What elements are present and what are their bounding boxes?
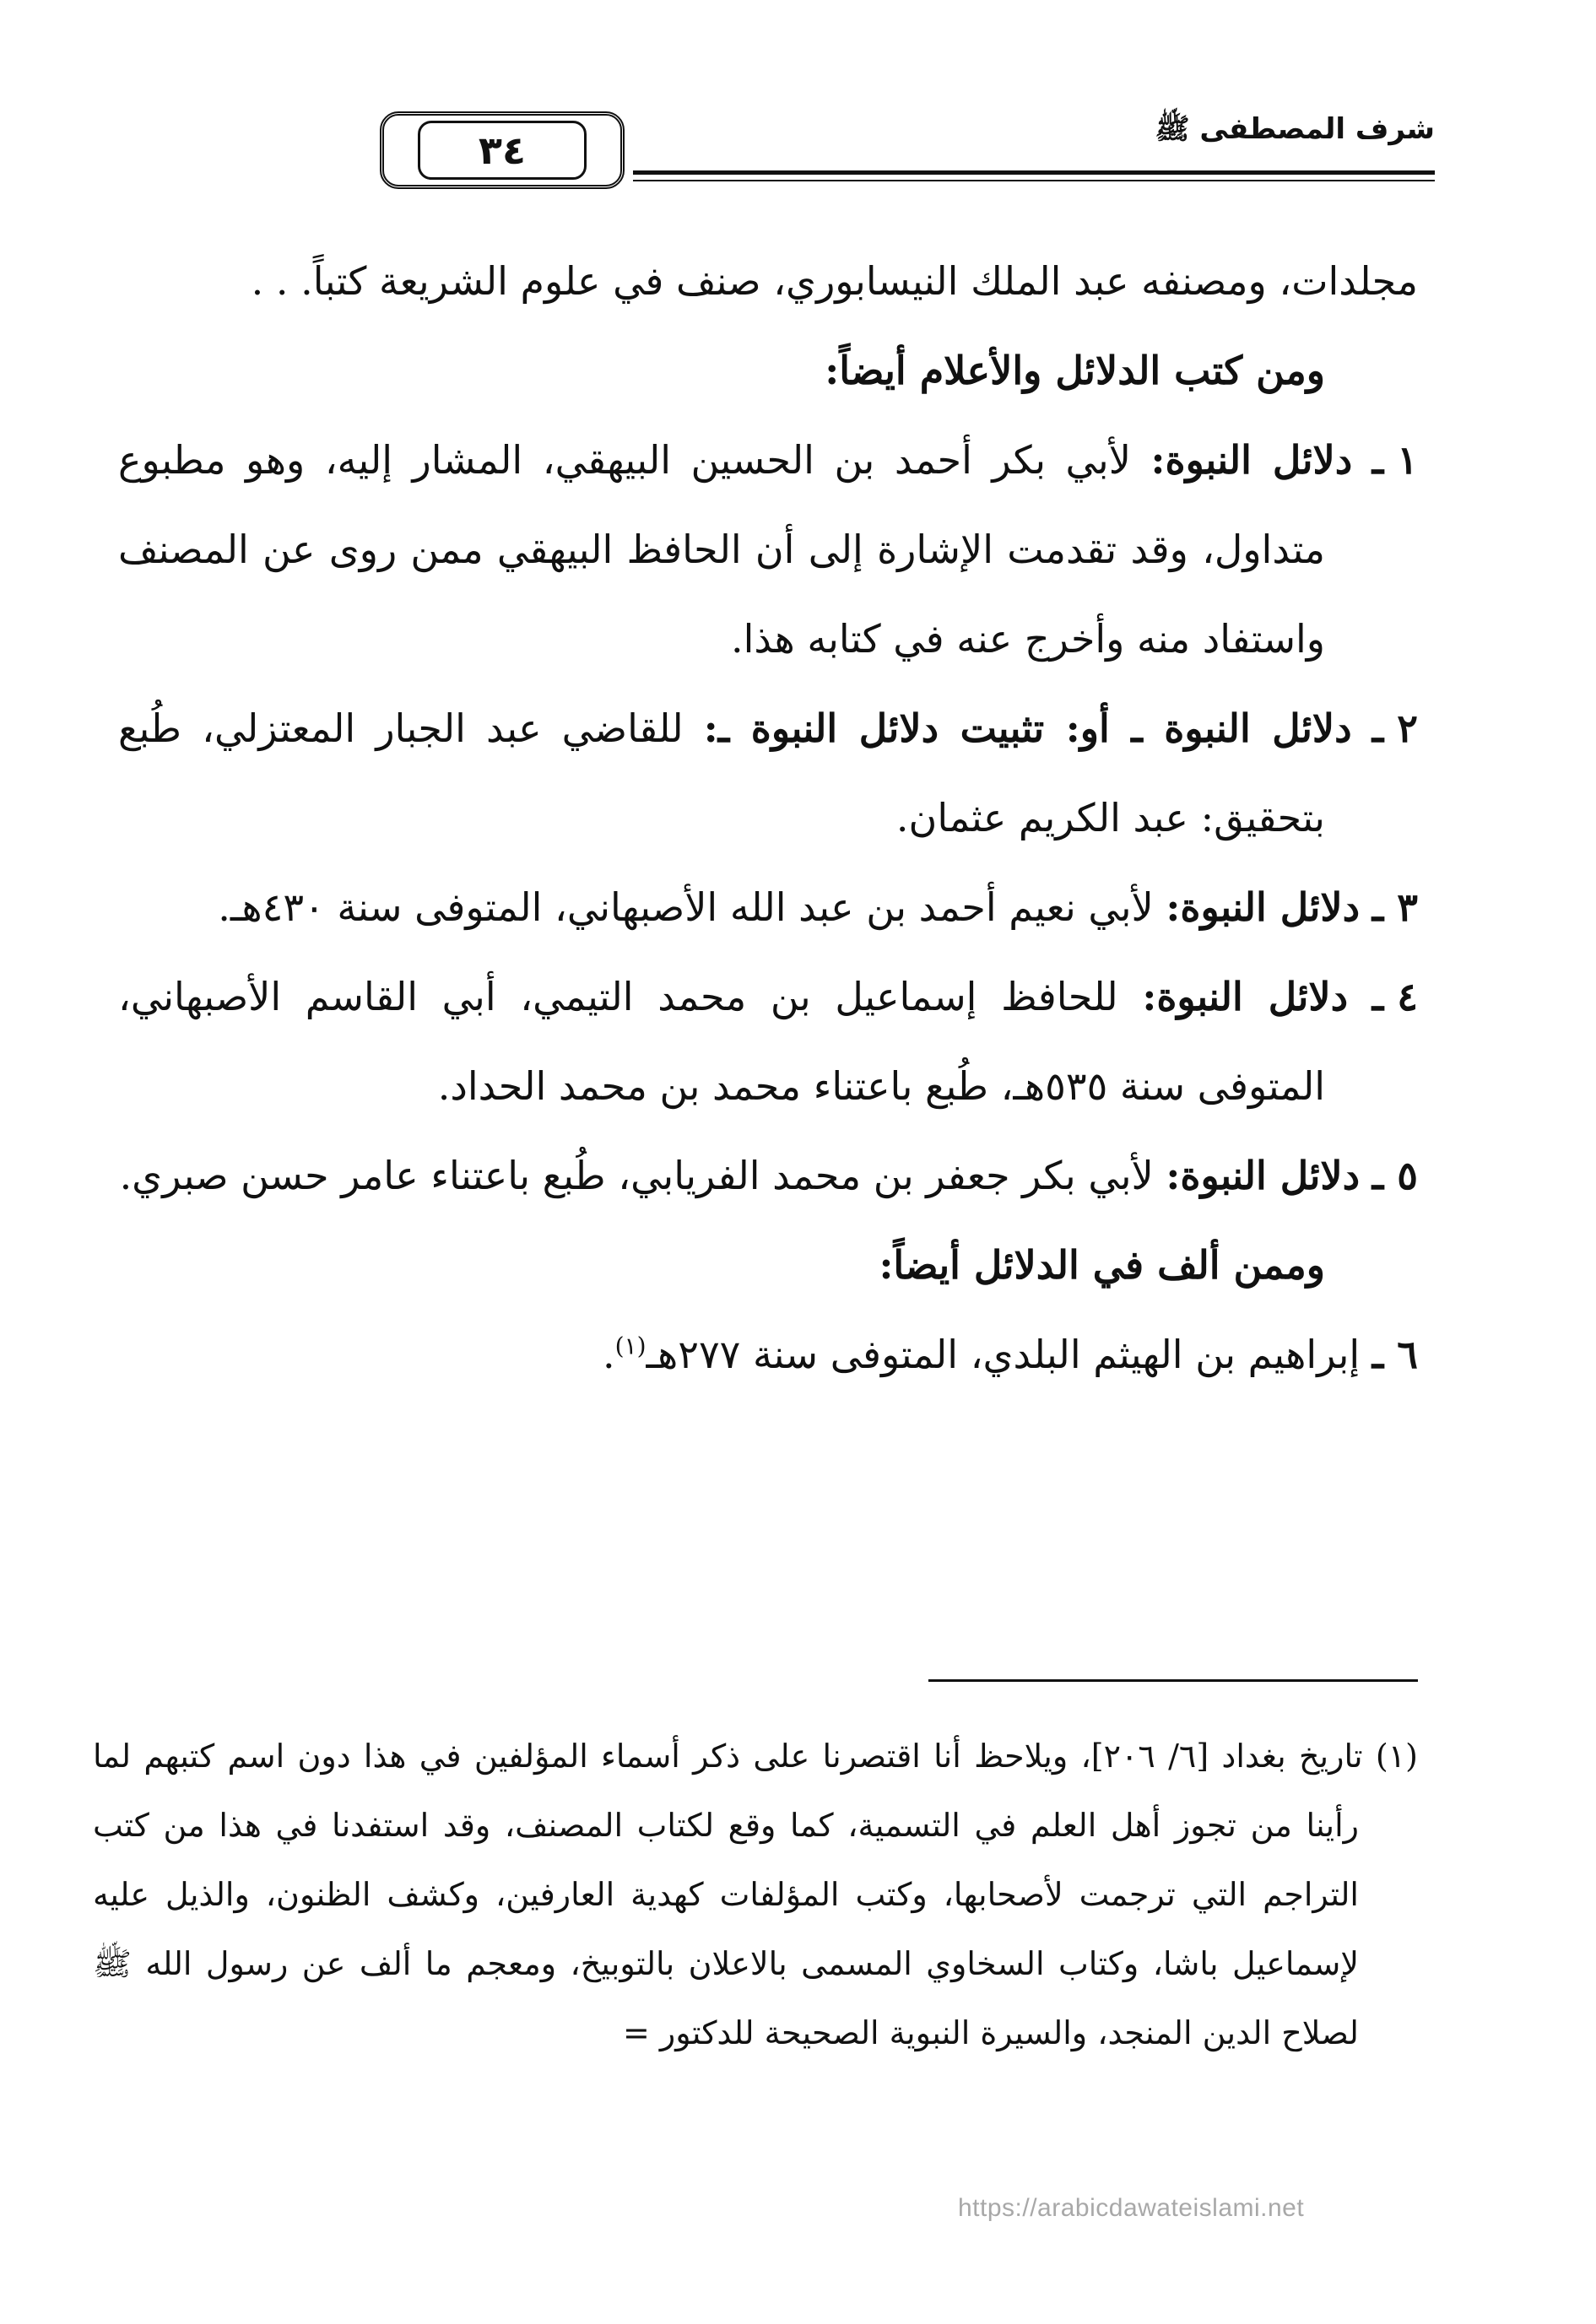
- running-title: شرف المصطفى ﷺ: [1155, 112, 1435, 146]
- item-number: ١ ـ: [1371, 437, 1418, 483]
- section-heading-2: وممن ألف في الدلائل أيضاً:: [879, 1242, 1325, 1288]
- item-text: للحافظ إسماعيل بن محمد التيمي، أبي القاسم الأصبهاني، المتوفى سنة ٥٣٥هـ، طُبع باعتناء محمد بن محمد الحداد.: [118, 974, 1325, 1109]
- list-item: [118, 1131, 1418, 1220]
- main-text: [118, 236, 1418, 1399]
- item-number: ٦ ـ: [1371, 1332, 1418, 1377]
- item-text: لأبي بكر جعفر بن محمد الفريابي، طُبع باعتناء عامر حسن صبري.: [119, 1153, 1166, 1198]
- item-text: لأبي نعيم أحمد بن عبد الله الأصبهاني، المتوفى سنة ٤٣٠هـ.: [218, 884, 1166, 930]
- item-title: دلائل النبوة ـ أو: تثبيت دلائل النبوة ـ:: [703, 705, 1352, 751]
- header-rule-thin: [633, 180, 1435, 181]
- page-number: ٣٤: [418, 121, 587, 180]
- section-heading-1: ومن كتب الدلائل والأعلام أيضاً:: [825, 348, 1325, 393]
- item-number: ٤ ـ: [1371, 974, 1418, 1019]
- item-title: دلائل النبوة:: [1166, 1153, 1361, 1198]
- watermark-url: https://arabicdawateislami.net: [958, 2194, 1305, 2222]
- item-title: دلائل النبوة:: [1166, 884, 1361, 930]
- item-number: ٢ ـ: [1371, 705, 1419, 751]
- page-number-frame: [380, 111, 625, 189]
- footnote-reference[interactable]: (١): [614, 1332, 647, 1360]
- item-text: إبراهيم بن الهيثم البلدي، المتوفى سنة ٢٧٧هـ: [646, 1332, 1361, 1377]
- footnote-text: تاريخ بغداد [٦/ ٢٠٦]، ويلاحظ أنا اقتصرنا على ذكر أسماء المؤلفين في هذا دون اسم كتبهم لما رأينا من تجوز أهل العلم في التسمية، كما وقع لكتاب المصنف، وقد استفدنا في هذا من كتب التراجم التي ترجمت لأصحابها، وكتب المؤلفات كهدية العارفين، وكشف الظنون، والذيل عليه لإسماعيل باشا، وكتاب السخاوي المسمى بالاعلان بالتوبيخ، ومعجم ما ألف عن رسول الله ﷺ لصلاح الدين المنجد، والسيرة النبوية الصحيحة للدكتور: [93, 1738, 1376, 2051]
- footnote-continuation-mark: =: [622, 2014, 650, 2051]
- footnote-separator: [928, 1679, 1418, 1682]
- item-end: .: [602, 1332, 615, 1377]
- item-text: لأبي بكر أحمد بن الحسين البيهقي، المشار إليه، وهو مطبوع متداول، وقد تقدمت الإشارة إلى أن الحافظ البيهقي ممن روى عن المصنف واستفاد منه وأخرج عنه في كتابه هذا.: [118, 437, 1325, 662]
- intro-paragraph: مجلدات، ومصنفه عبد الملك النيسابوري، صنف في علوم الشريعة كتباً. . .: [251, 258, 1418, 304]
- list-item: [118, 862, 1418, 952]
- list-item: [118, 415, 1418, 684]
- list-item: [118, 684, 1418, 862]
- item-number: ٥ ـ: [1371, 1153, 1418, 1198]
- list-item: [118, 1310, 1418, 1399]
- footnote: [93, 1721, 1418, 2067]
- item-title: دلائل النبوة:: [1142, 974, 1349, 1019]
- page-header: [118, 101, 1435, 194]
- item-title: دلائل النبوة:: [1150, 437, 1353, 483]
- header-rule: [633, 170, 1435, 175]
- footnote-marker: (١): [1375, 1738, 1418, 1775]
- list-item: [118, 952, 1418, 1131]
- item-number: ٣ ـ: [1371, 884, 1418, 930]
- item-text: للقاضي عبد الجبار المعتزلي، طُبع بتحقيق: عبد الكريم عثمان.: [118, 705, 1325, 840]
